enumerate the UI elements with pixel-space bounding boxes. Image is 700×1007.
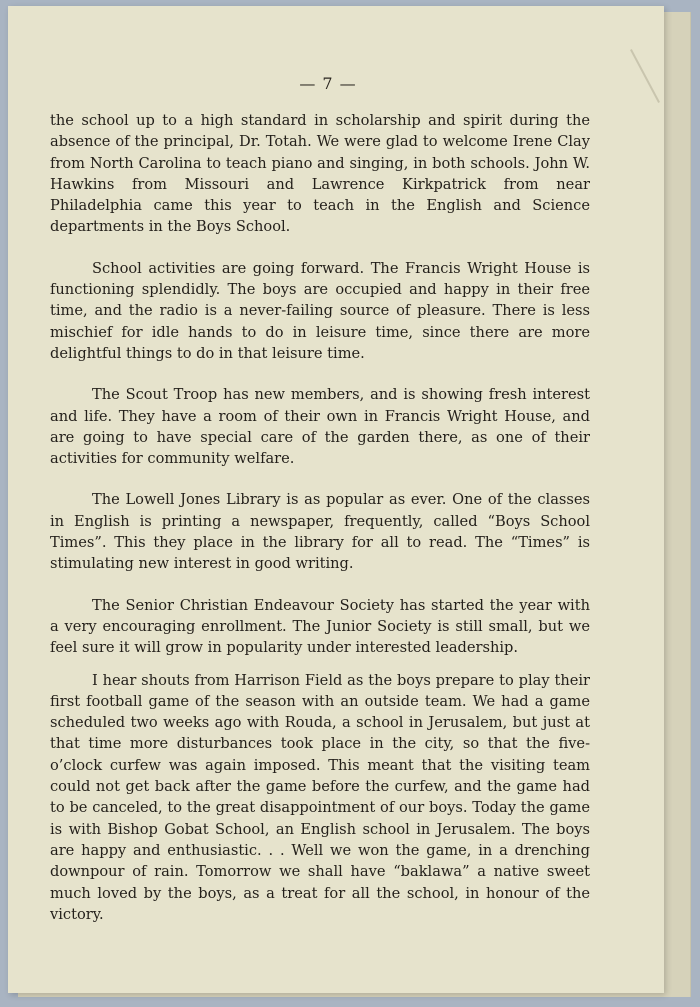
paragraph-football-game: I hear shouts from Harrison Field as the boys prepare to play their first football game of the season with an outside team. We had a game scheduled two weeks ago with Rouda, a school in Jerusalem, but just at that time more disturbances took place in the city, so that the five-o’clock curfew was again imposed. This meant that the visiting team could not get back after the game before the curfew, and the game had to be canceled, to the great disappointment of our boys. Today the game is with Bishop Gobat School, an English school in Jerusalem. The boys are happy and enthusiastic. . . Well we won the game, in a drenching downpour of rain. Tomorrow we shall have “baklawa” a native sweet much loved by the boys, as a treat for all the school, in honour of the victory. [50, 671, 590, 923]
paragraph-christian-endeavour: The Senior Christian Endeavour Society has started the year with a very encouraging enrollment. The Junior Society is still small, but we feel sure it will grow in popularity under interested leadership. [50, 596, 590, 657]
paragraph-library: The Lowell Jones Library is as popular as ever. One of the classes in English is printing a newspaper, frequently, called “Boys School Times”. This they place in the library for all to read. The “Times” is stimulating new interest in good writing. [50, 491, 590, 573]
paragraph-school-activities: School activities are going forward. The Francis Wright House is functioning splendidly. The boys are occupied and happy in their free time, and the radio is a never-failing source of pleasure. There is less mischief for idle hands to do in leisure time, since there are more delightful things to do in that leisure time. [50, 259, 590, 362]
paragraph-continuation: the school up to a high standard in scholarship and spirit during the absence of the principal, Dr. Totah. We were glad to welcome Irene Clay from North Carolina to teach piano and singing, in both schools. John W. Hawkins from Missouri and Lawrence Kirkpatrick from near Philadelphia came this year to teach in the English and Science departments in the Boys School. [50, 112, 590, 236]
page-number: — 7 — [299, 74, 357, 93]
document-page [8, 6, 664, 993]
page-body [50, 110, 590, 945]
paragraph-scout-troop: The Scout Troop has new members, and is showing fresh interest and life. They have a room of their own in Francis Wright House, and are going to have special care of the garden there, as one of their activities for community welfare. [50, 386, 590, 468]
